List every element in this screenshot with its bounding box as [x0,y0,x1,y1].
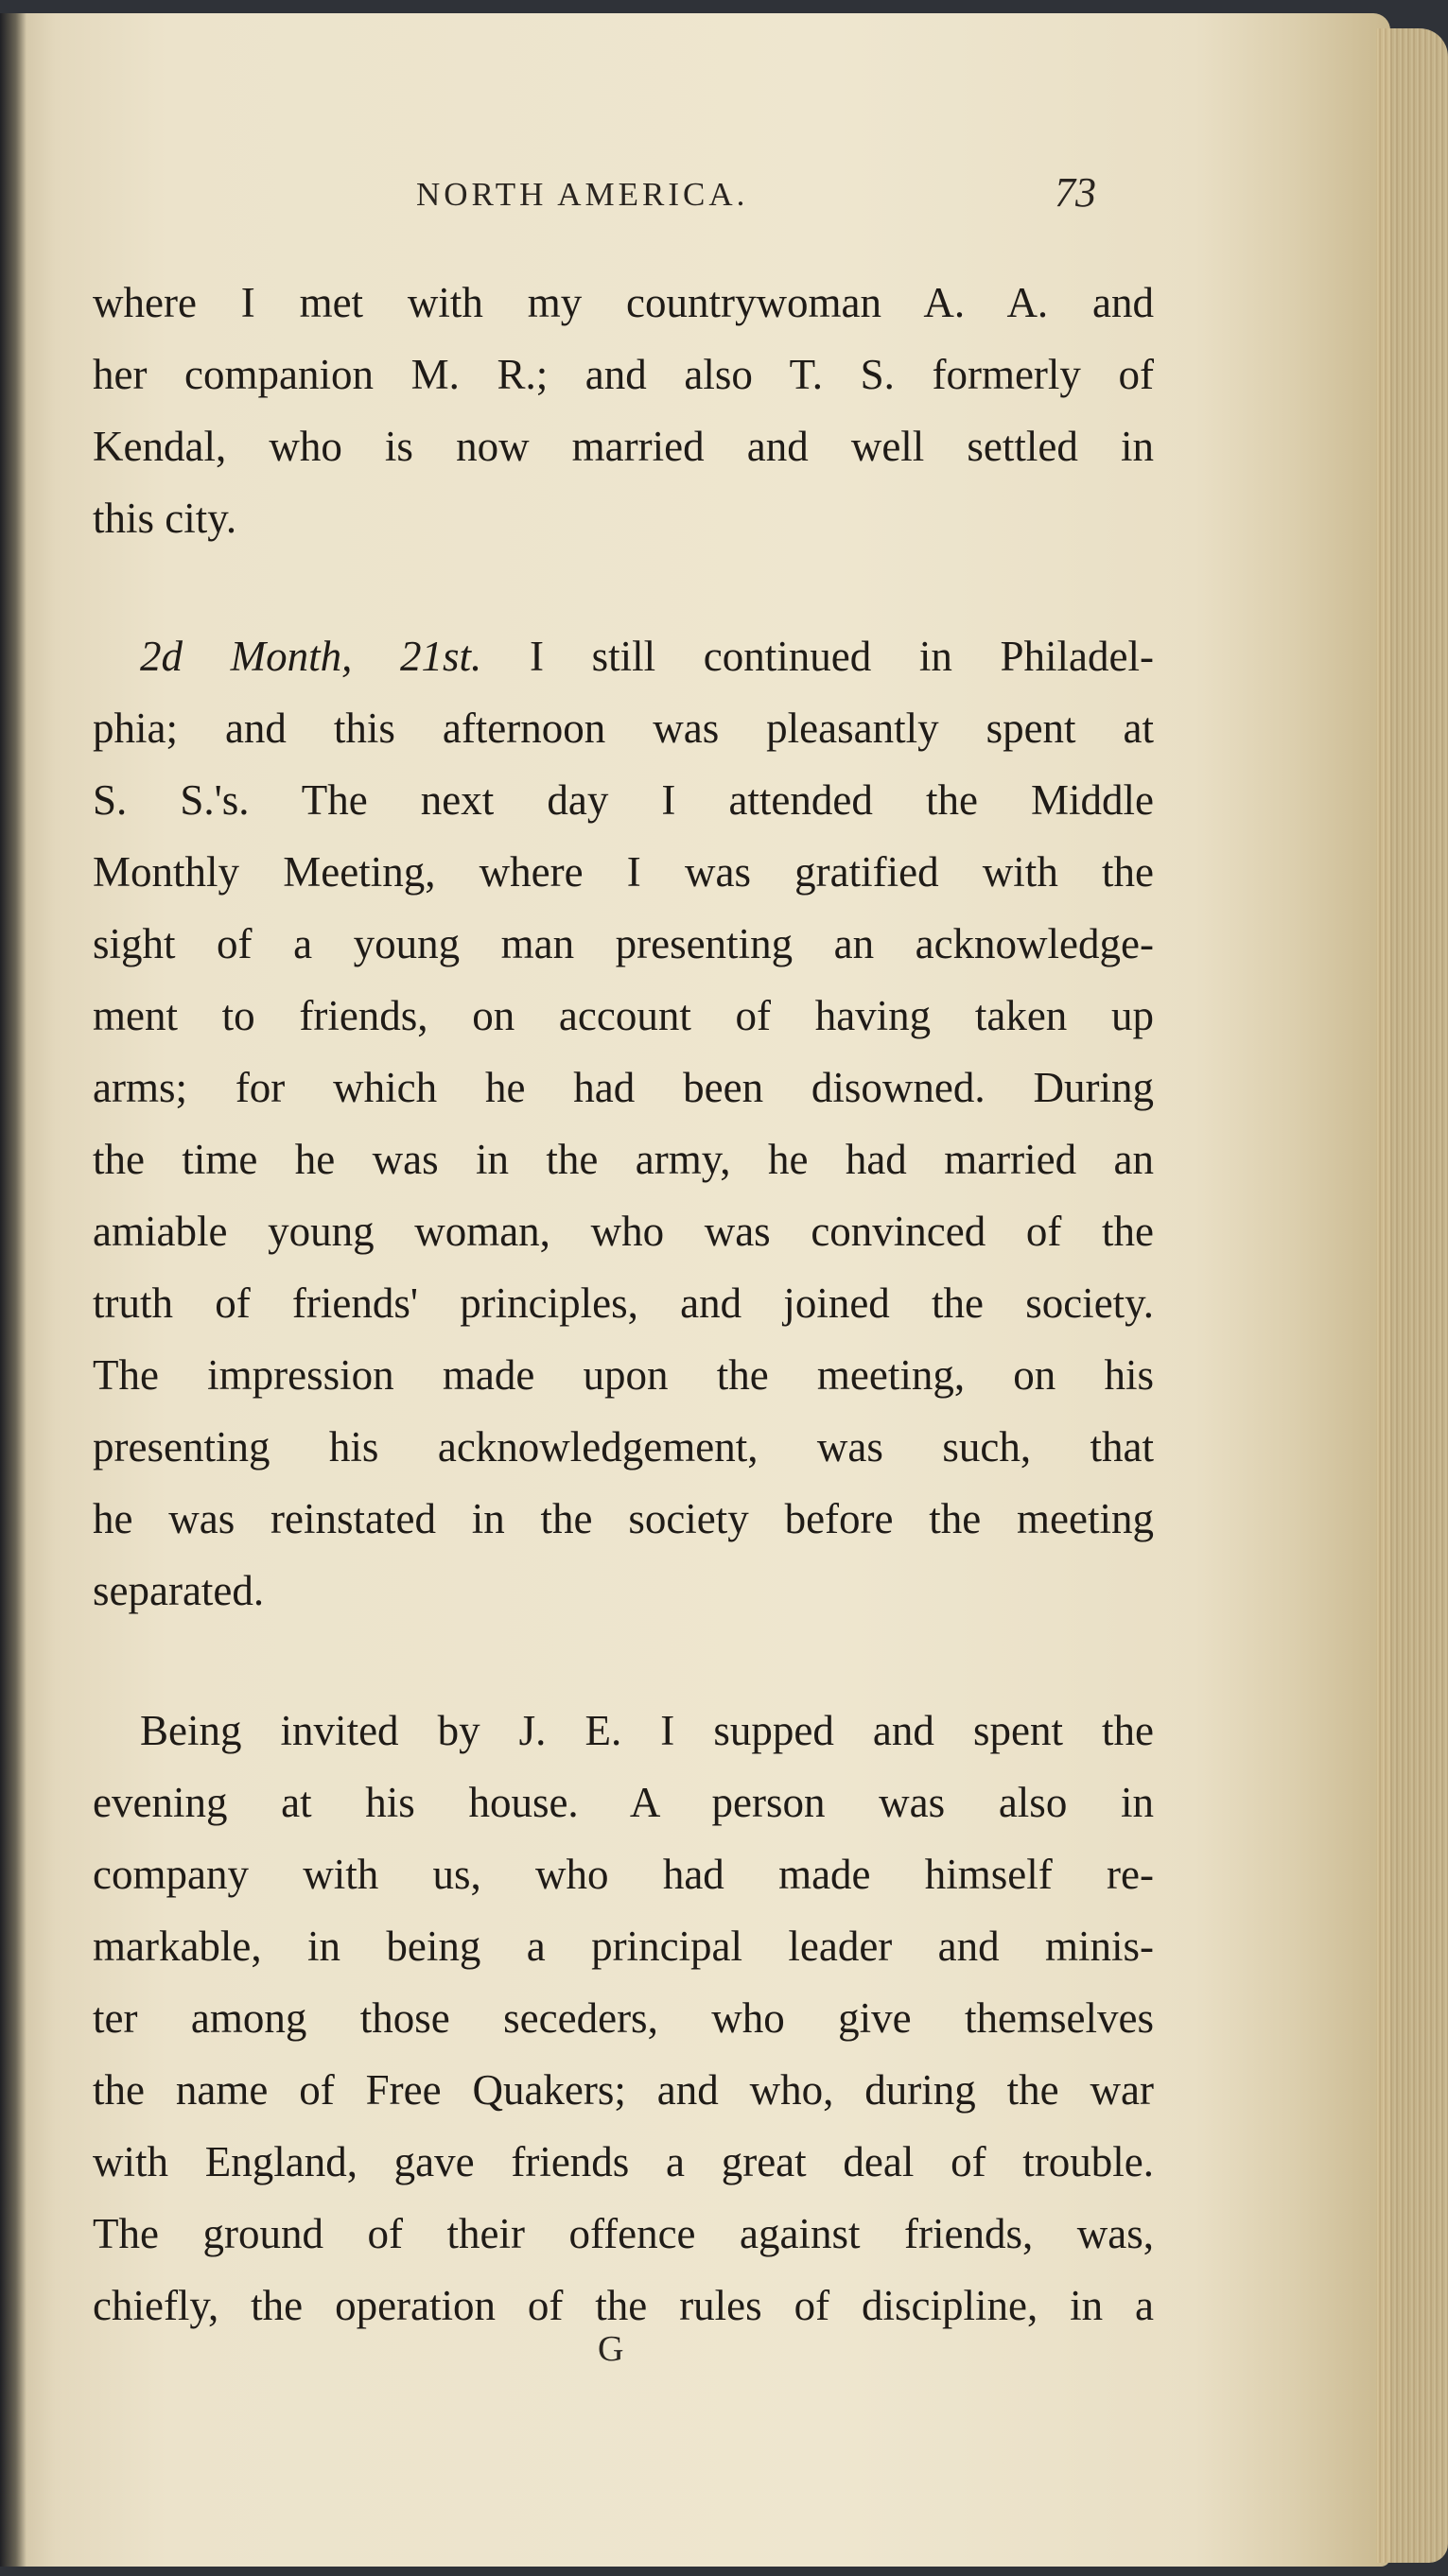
page-header [0,168,1173,216]
text-line: truth of friends' principles, and joined the society. [93,1279,1154,1327]
text-line: presenting his acknowledgement, was such, that [93,1423,1154,1471]
text-line: sight of a young man presenting an acknowledge- [93,920,1154,967]
page-fore-edge [1376,28,1448,2563]
text-line: arms; for which he had been disowned. During [93,1064,1154,1111]
text-line: amiable young woman, who was convinced of the [93,1208,1154,1255]
text-line: evening at his house. A person was also in [93,1779,1154,1826]
text-line-dated [93,620,1154,692]
text-line: markable, in being a principal leader and minis- [93,1923,1154,1970]
text-line: phia; and this afternoon was pleasantly spent at [93,705,1154,752]
entry-date: 2d Month, 21st. [140,633,482,680]
text-line: the name of Free Quakers; and who, during the war [93,2066,1154,2114]
text-line: The impression made upon the meeting, on his [93,1351,1154,1399]
text-line-content: I still continued in Philadel- [529,633,1154,680]
text-line: where I met with my countrywoman A. A. and [93,279,1154,326]
text-line: S. S.'s. The next day I attended the Middle [93,776,1154,824]
text-line: with England, gave friends a great deal of trouble. [93,2138,1154,2185]
running-head: NORTH AMERICA. [416,176,749,213]
text-line: Kendal, who is now married and well settled in [93,423,1154,470]
text-line: company with us, who had made himself re- [93,1851,1154,1898]
text-line: ment to friends, on account of having taken up [93,992,1154,1039]
text-line: the time he was in the army, he had married an [93,1136,1154,1183]
page-gutter-shadow [0,13,26,2567]
text-line: Monthly Meeting, where I was gratified with the [93,848,1154,896]
text-line: this city. [93,495,237,542]
text-line: ter among those seceders, who give themselves [93,1994,1154,2042]
text-line: separated. [93,1567,265,1614]
text-line: The ground of their offence against friends, was, [93,2210,1154,2257]
text-line: chiefly, the operation of the rules of discipline, in a [93,2282,1154,2329]
text-line: he was reinstated in the society before the meeting [93,1495,1154,1542]
signature-mark: G [598,2329,624,2369]
page-number: 73 [1055,169,1096,216]
text-line: her companion M. R.; and also T. S. formerly of [93,351,1154,398]
text-line: Being invited by J. E. I supped and spent the [140,1707,1154,1754]
